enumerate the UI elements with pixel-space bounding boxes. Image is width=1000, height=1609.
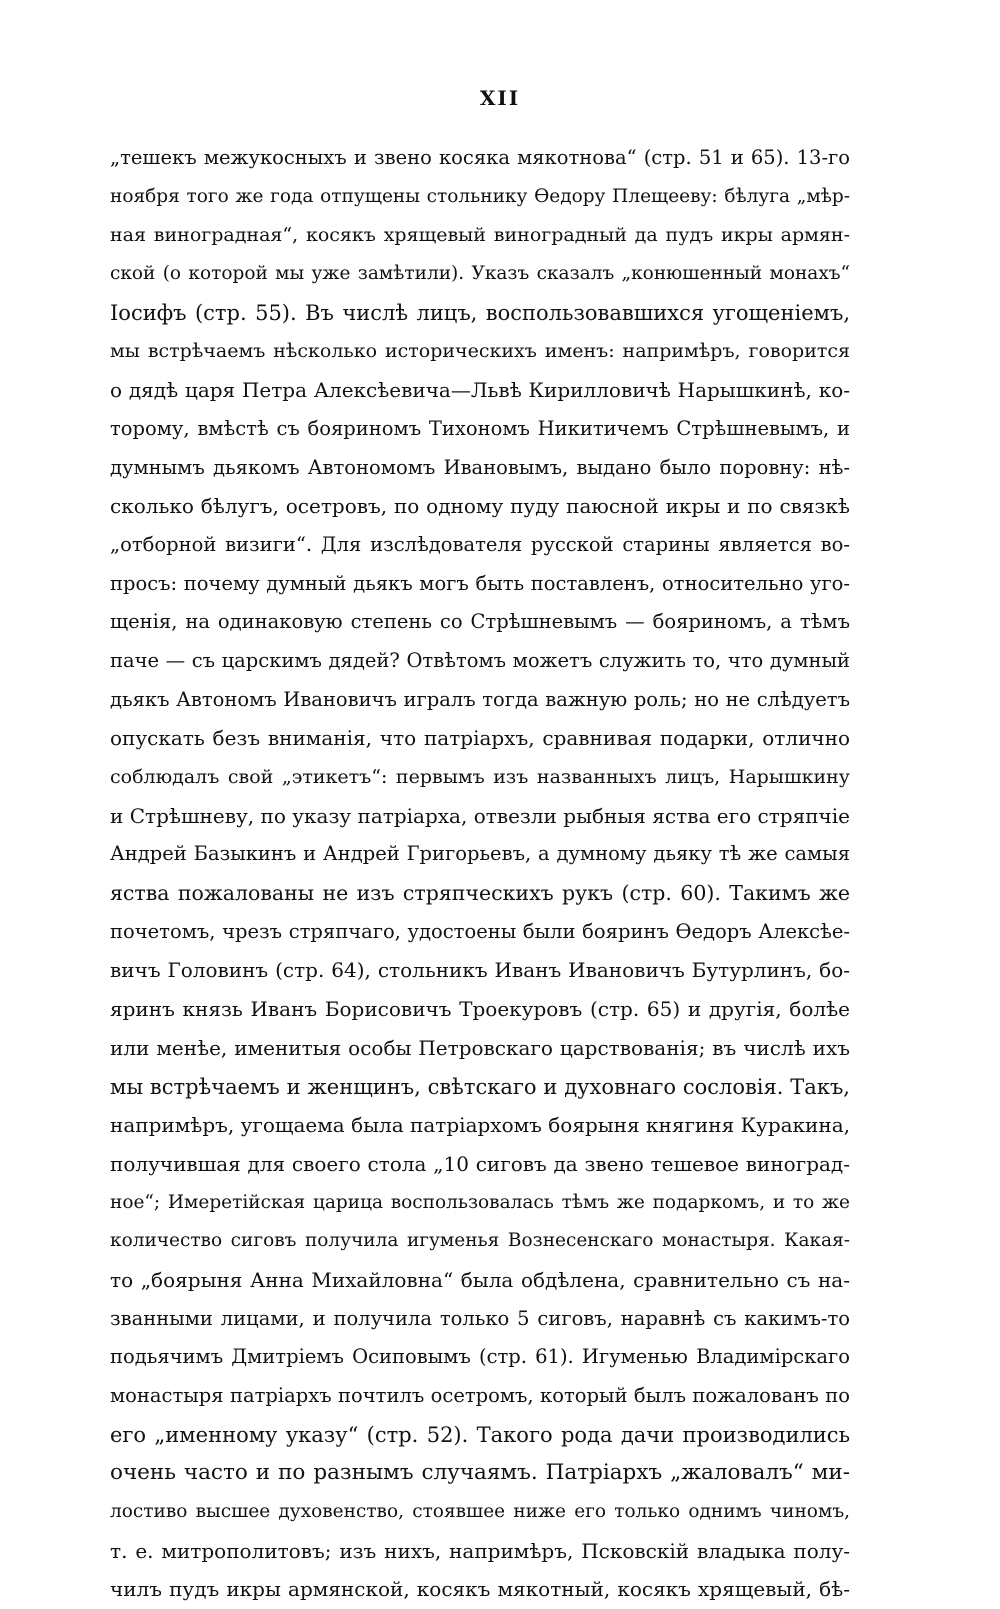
text-line: или менѣе, именитыя особы Петровскаго царствованія; въ числѣ ихъ: [110, 1035, 850, 1060]
text-line: дьякъ Автономъ Ивановичъ игралъ тогда важную роль; но не слѣдуетъ: [110, 687, 850, 711]
text-line: „отборной визиги“. Для изслѣдователя русской старины является во-: [110, 532, 850, 556]
text-line: о дядѣ царя Петра Алексѣевича—Львѣ Кирилловичѣ Нарышкинѣ, ко-: [110, 378, 850, 403]
text-line: количество сиговъ получила игуменья Вознесенскаго монастыря. Какая-: [110, 1230, 850, 1252]
text-line: опускать безъ вниманія, что патріархъ, сравнивая подарки, отлично: [110, 726, 850, 751]
text-line: паче — съ царскимъ дядей? Отвѣтомъ можетъ служить то, что думный: [110, 648, 850, 672]
text-line: ное“; Имеретійская царица воспользовалась тѣмъ же подаркомъ, и то же: [110, 1191, 850, 1213]
page-number: XII: [479, 86, 521, 110]
text-line: ноября того же года отпущены стольнику Өедору Плещееву: бѣлуга „мѣр-: [110, 185, 850, 207]
text-line: его „именному указу“ (стр. 52). Такого рода дачи производились: [110, 1422, 850, 1447]
text-line: соблюдалъ свой „этикетъ“: первымъ изъ названныхъ лицъ, Нарышкину: [110, 766, 850, 788]
text-line: мы встрѣчаемъ и женщинъ, свѣтскаго и духовнаго сословія. Такъ,: [110, 1074, 850, 1099]
text-line: подьячимъ Дмитріемъ Осиповымъ (стр. 61). Игуменью Владимірскаго: [110, 1345, 850, 1369]
text-line: напримѣръ, угощаема была патріархомъ боярыня княгиня Куракина,: [110, 1113, 850, 1138]
text-line: мы встрѣчаемъ нѣсколько историческихъ именъ: напримѣръ, говорится: [110, 340, 850, 363]
text-line: то „боярыня Анна Михайловна“ была обдѣлена, сравнительно съ на-: [110, 1267, 850, 1292]
text-line: ской (о которой мы уже замѣтили). Указъ сказалъ „конюшенный монахъ“: [110, 263, 850, 285]
text-line: т. е. митрополитовъ; изъ нихъ, напримѣръ, Псковскій владыка полу-: [110, 1538, 850, 1563]
text-line: лостиво высшее духовенство, стоявшее ниже его только однимъ чиномъ,: [110, 1501, 850, 1523]
text-line: почетомъ, чрезъ стряпчаго, удостоены были бояринъ Өедоръ Алексѣе-: [110, 919, 850, 943]
text-line: Іосифъ (стр. 55). Въ числѣ лицъ, воспользовавшихся угощеніемъ,: [110, 300, 850, 325]
text-line: монастыря патріархъ почтилъ осетромъ, который былъ пожалованъ по: [110, 1384, 850, 1407]
text-line: и Стрѣшневу, по указу патріарха, отвезли рыбныя яства его стряпчіе: [110, 803, 850, 828]
text-line: сколько бѣлугъ, осетровъ, по одному пуду паюсной икры и по связкѣ: [110, 494, 850, 519]
text-line: получившая для своего стола „10 сиговъ да звено тешевое виноград-: [110, 1151, 850, 1176]
text-line: думнымъ дьякомъ Автономомъ Ивановымъ, выдано было поровну: нѣ-: [110, 455, 850, 479]
text-line: торому, вмѣстѣ съ бояриномъ Тихономъ Никитичемъ Стрѣшневымъ, и: [110, 416, 850, 440]
text-line: „тешекъ межукосныхъ и звено косяка мякотнова“ (стр. 51 и 65). 13-го: [110, 146, 850, 169]
text-line: щенія, на одинаковую степень со Стрѣшневымъ — бояриномъ, а тѣмъ: [110, 610, 850, 634]
text-line: Андрей Базыкинъ и Андрей Григорьевъ, а думному дьяку тѣ же самыя: [110, 842, 850, 866]
text-line: яства пожалованы не изъ стряпческихъ рукъ (стр. 60). Такимъ же: [110, 881, 850, 906]
text-line: яринъ князь Иванъ Борисовичъ Троекуровъ (стр. 65) и другія, болѣе: [110, 997, 850, 1022]
text-line: вичъ Головинъ (стр. 64), стольникъ Иванъ Ивановичъ Бутурлинъ, бо-: [110, 958, 850, 983]
body-text: [110, 139, 850, 1609]
text-line: очень часто и по разнымъ случаямъ. Патріархъ „жаловалъ“ ми-: [110, 1460, 850, 1486]
text-line: званными лицами, и получила только 5 сиговъ, наравнѣ съ какимъ-то: [110, 1306, 850, 1330]
text-line: ная виноградная“, косякъ хрящевый виноградный да пудъ икры армян-: [110, 224, 850, 247]
text-line: просъ: почему думный дьякъ могъ быть поставленъ, относительно уго-: [110, 571, 850, 595]
text-line: чилъ пудъ икры армянской, косякъ мякотный, косякъ хрящевый, бѣ-: [110, 1577, 850, 1602]
